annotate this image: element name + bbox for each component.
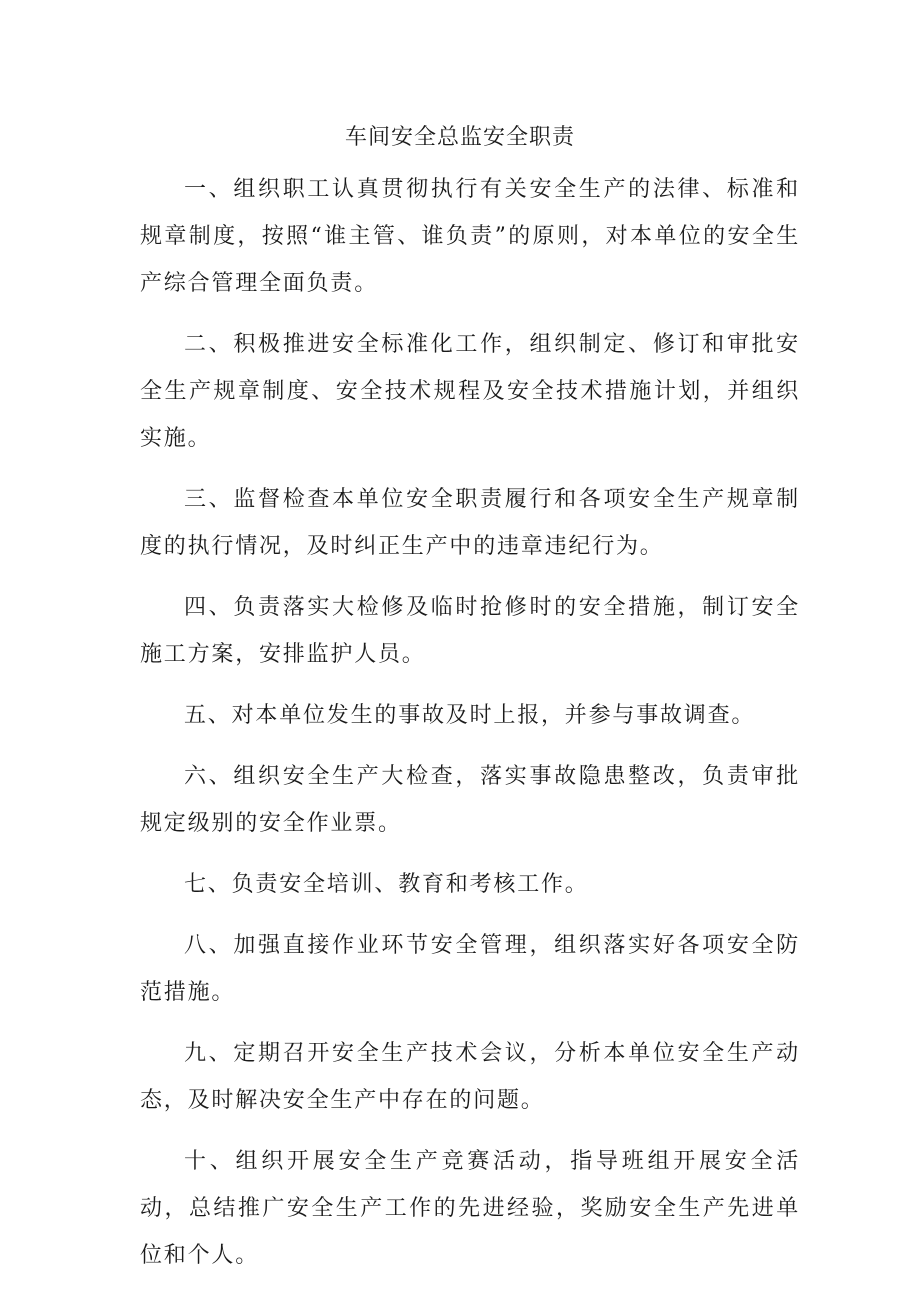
duty-item-2: 二、积极推进安全标准化工作，组织制定、修订和审批安全生产规章制度、安全技术规程及安全技术措施计划，并组织实施。 xyxy=(140,332,800,451)
duty-item-10: 十、组织开展安全生产竞赛活动，指导班组开展安全活动，总结推广安全生产工作的先进经验，奖励安全生产先进单位和个人。 xyxy=(140,1149,800,1268)
duty-item-4: 四、负责落实大检修及临时抢修时的安全措施，制订安全施工方案，安排监护人员。 xyxy=(140,595,800,667)
duty-item-6: 六、组织安全生产大检查，落实事故隐患整改，负责审批规定级别的安全作业票。 xyxy=(140,764,800,836)
document-body xyxy=(140,166,800,1293)
document-title: 车间安全总监安全职责 xyxy=(344,125,575,150)
duty-item-3: 三、监督检查本单位安全职责履行和各项安全生产规章制度的执行情况，及时纠正生产中的违章违纪行为。 xyxy=(140,487,800,559)
duty-item-8: 八、加强直接作业环节安全管理，组织落实好各项安全防范措施。 xyxy=(140,933,800,1005)
duty-item-7: 七、负责安全培训、教育和考核工作。 xyxy=(184,872,589,897)
duty-item-9: 九、定期召开安全生产技术会议，分析本单位安全生产动态，及时解决安全生产中存在的问题。 xyxy=(140,1041,800,1113)
duty-item-5: 五、对本单位发生的事故及时上报，并参与事故调查。 xyxy=(184,703,756,728)
duty-item-1: 一、组织职工认真贯彻执行有关安全生产的法律、标准和规章制度，按照“谁主管、谁负责”的原则，对本单位的安全生产综合管理全面负责。 xyxy=(140,177,800,296)
